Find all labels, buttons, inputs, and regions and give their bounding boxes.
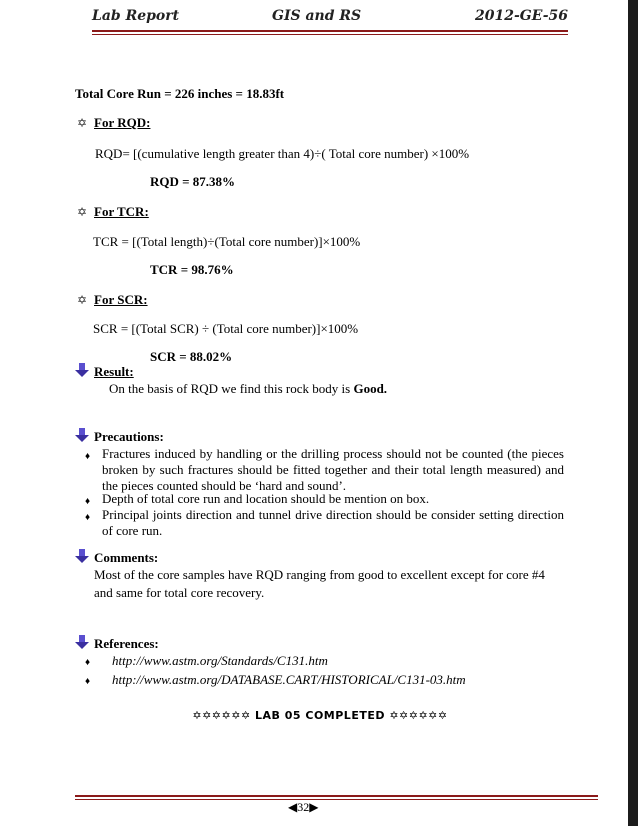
tcr-formula: TCR = [(Total length)÷(Total core number)]×100%	[93, 234, 361, 249]
page-edge-strip	[628, 0, 638, 826]
header-left: Lab Report	[92, 8, 180, 24]
scr-result: SCR = 88.02%	[150, 349, 233, 364]
down-arrow-icon	[75, 428, 89, 442]
result-text	[109, 381, 387, 397]
page-header	[92, 8, 568, 32]
page-number-value: 32	[297, 800, 310, 814]
reference-link[interactable]: http://www.astm.org/Standards/C131.htm	[112, 653, 328, 668]
footer-rule-thin	[75, 799, 598, 800]
diamond-icon: ♦	[85, 512, 91, 523]
lab-completed-banner: ✡✡✡✡✡✡ LAB 05 COMPLETED ✡✡✡✡✡✡	[192, 709, 448, 722]
star-of-david-icon: ✡	[77, 116, 88, 130]
star-of-david-icon: ✡	[77, 205, 88, 219]
reference-link[interactable]: http://www.astm.org/DATABASE.CART/HISTORICAL/C131-03.htm	[112, 672, 466, 687]
down-arrow-icon	[75, 363, 89, 377]
rqd-result: RQD = 87.38%	[150, 174, 236, 189]
diamond-icon: ♦	[85, 657, 91, 668]
header-center: GIS and RS	[272, 8, 362, 24]
header-rule-thin	[92, 34, 568, 35]
result-statement: On the basis of RQD we find this rock body is	[109, 381, 354, 396]
diamond-icon: ♦	[85, 451, 91, 462]
rqd-heading: For RQD:	[94, 115, 151, 130]
result-heading: Result:	[94, 364, 134, 379]
diamond-icon: ♦	[85, 676, 91, 687]
result-emphasis: Good.	[353, 381, 388, 396]
down-arrow-icon	[75, 549, 89, 563]
scr-heading: For SCR:	[94, 292, 148, 307]
rqd-formula: RQD= [(cumulative length greater than 4)÷( Total core number) ×100%	[95, 146, 470, 161]
left-triangle-icon: ◀	[288, 800, 298, 814]
tcr-result: TCR = 98.76%	[150, 262, 234, 277]
footer-rule	[75, 795, 598, 797]
precaution-item: Depth of total core run and location should be mention on box.	[102, 491, 430, 506]
star-of-david-icon: ✡	[77, 293, 88, 307]
tcr-heading: For TCR:	[94, 204, 149, 219]
precautions-heading: Precautions:	[94, 429, 164, 444]
comments-heading: Comments:	[94, 550, 159, 565]
precaution-item: Fractures induced by handling or the drilling process should not be counted (the pieces broken by such fractures should be fitted together and their total length measured) and the pieces counted should be ‘hard and sound’.	[102, 446, 564, 493]
comments-text: Most of the core samples have RQD ranging from good to excellent except for core #4 and same for total core recovery.	[94, 567, 545, 600]
down-arrow-icon	[75, 635, 89, 649]
scr-formula: SCR = [(Total SCR) ÷ (Total core number)]×100%	[93, 321, 359, 336]
header-right: 2012-GE-56	[475, 8, 568, 24]
page-number	[288, 800, 318, 815]
header-rule	[92, 30, 568, 32]
references-heading: References:	[94, 636, 159, 651]
right-triangle-icon: ▶	[309, 800, 319, 814]
diamond-icon: ♦	[85, 496, 91, 507]
precaution-item: Principal joints direction and tunnel drive direction should be consider setting direction of core run.	[102, 507, 564, 538]
total-core-run: Total Core Run = 226 inches = 18.83ft	[75, 86, 285, 101]
